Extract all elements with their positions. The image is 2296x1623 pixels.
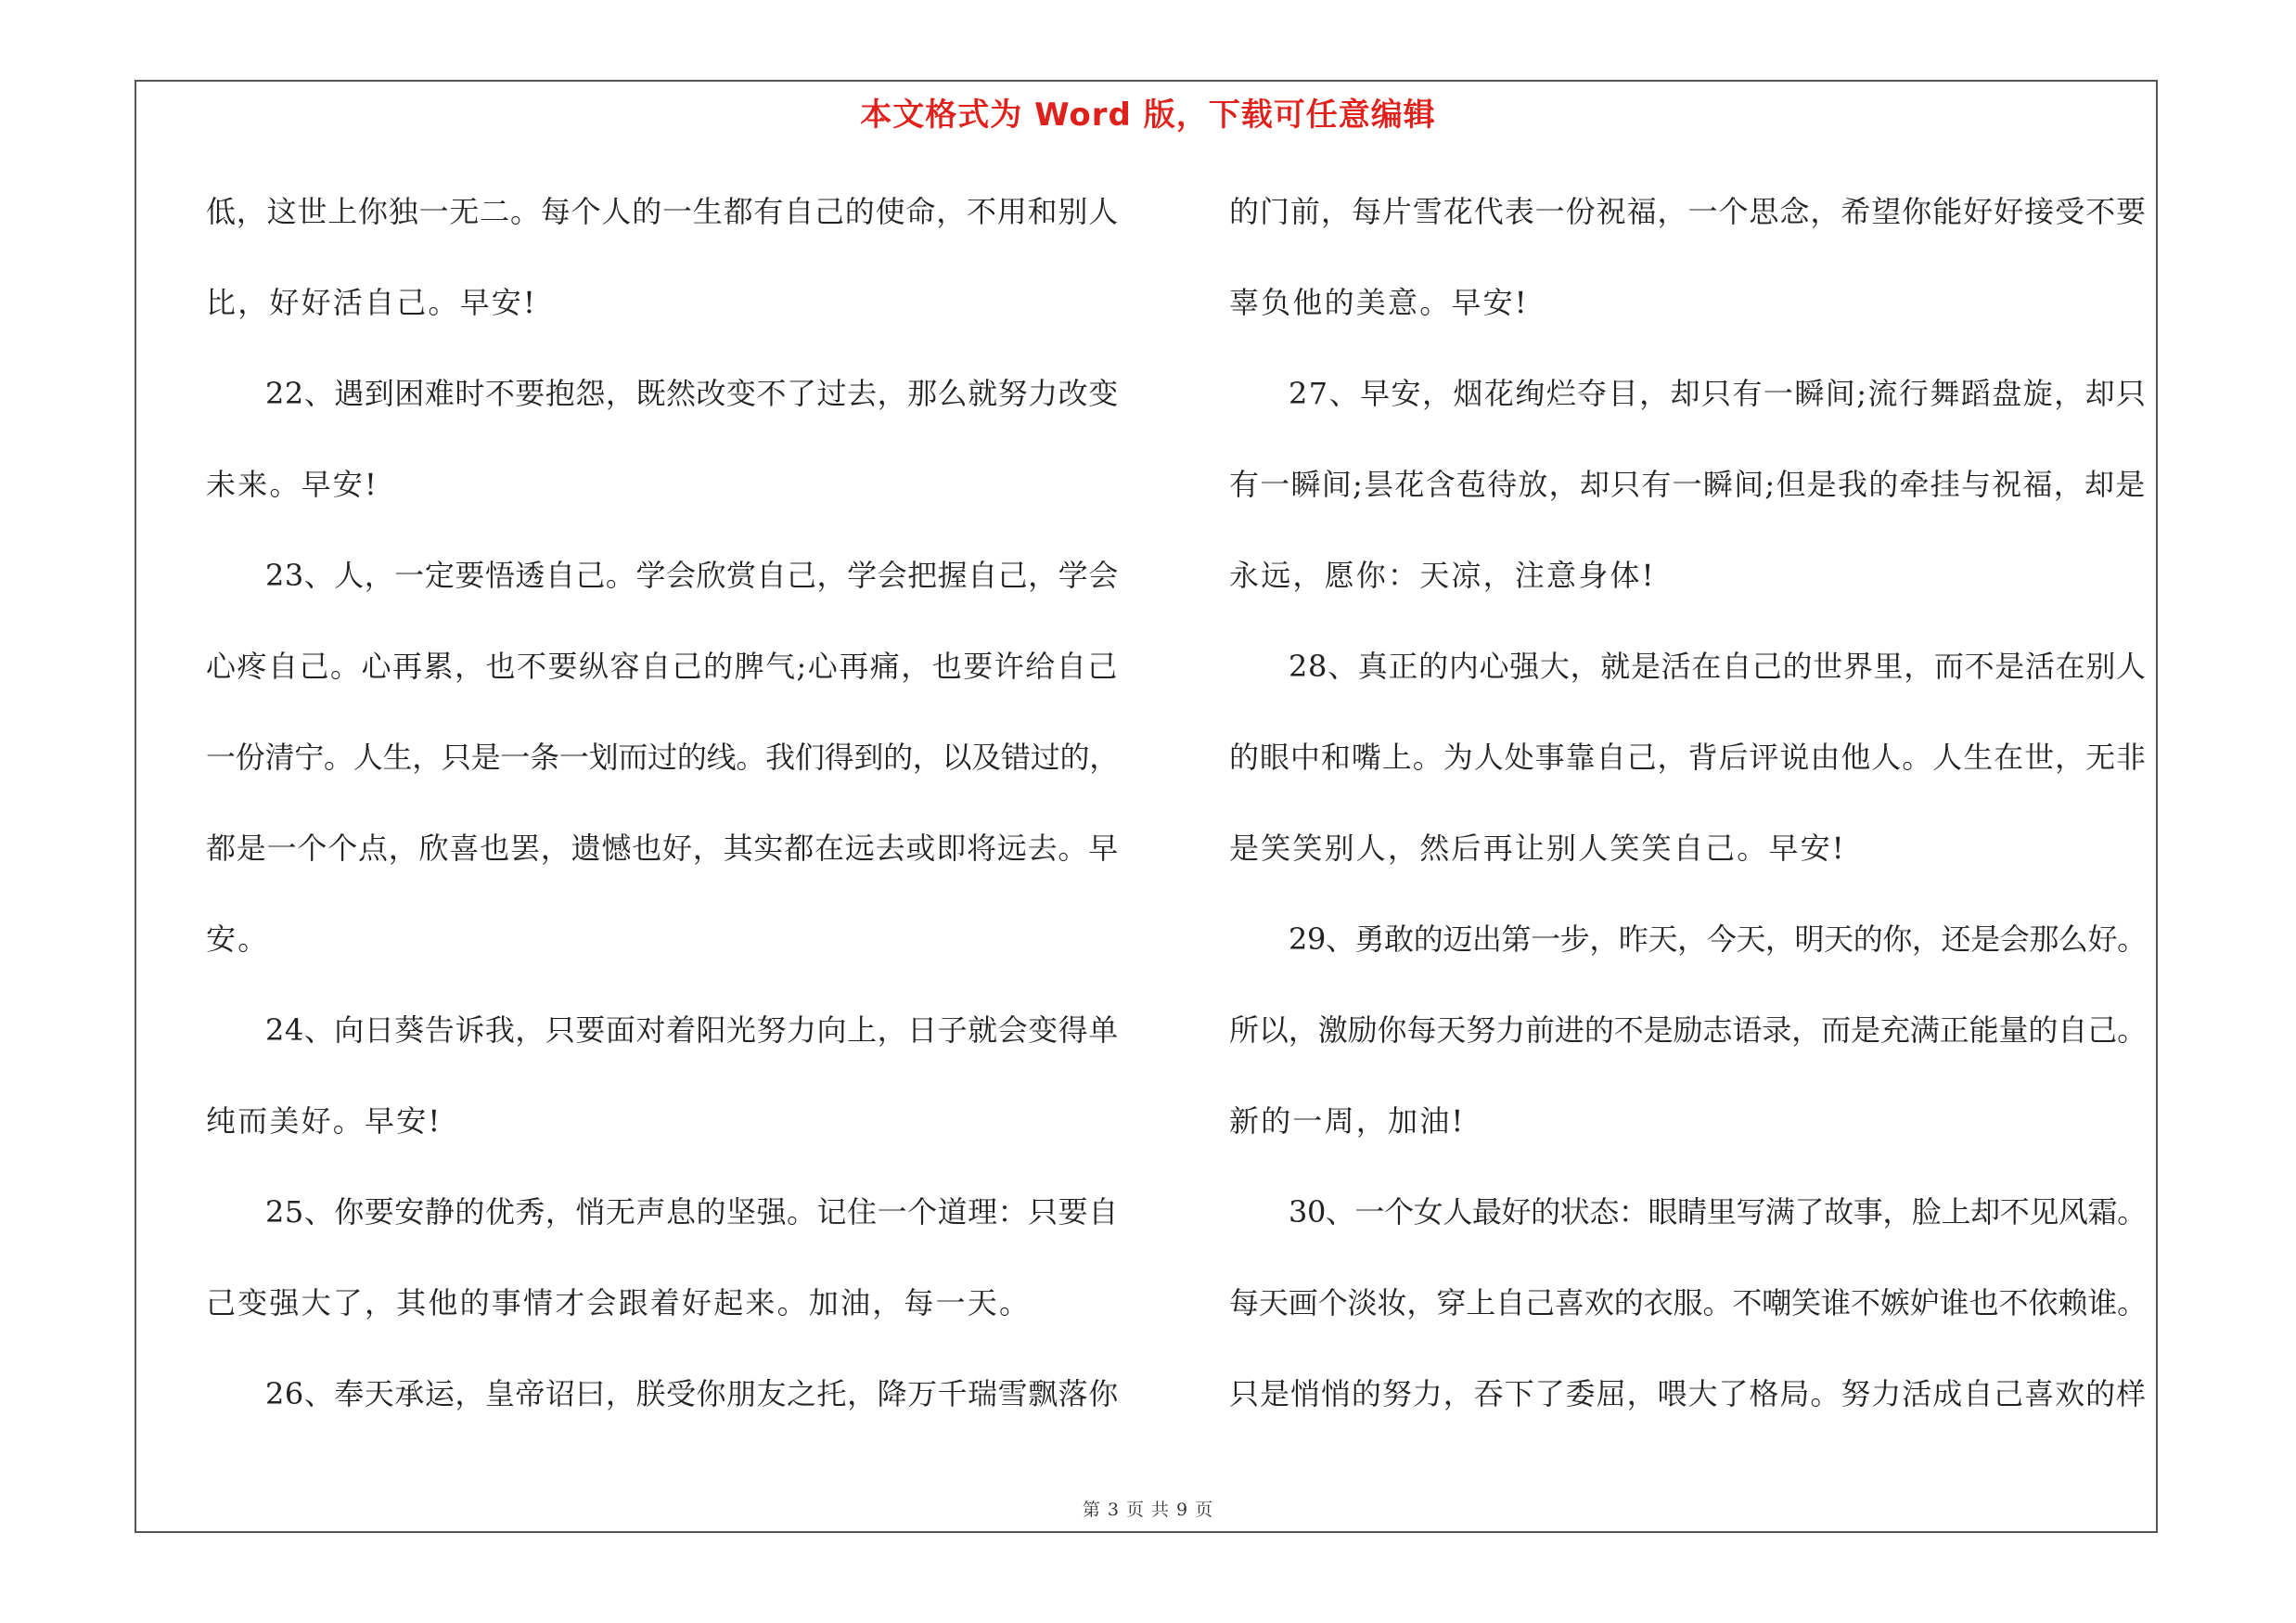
text-line: 的门前，每片雪花代表一份祝福，一个思念，希望你能好好接受不要	[1229, 194, 2148, 229]
word-format-banner: 本文格式为 Word 版，下载可任意编辑	[860, 97, 1436, 134]
text-line: 己变强大了，其他的事情才会跟着好起来。加油，每一天。	[206, 1285, 1032, 1320]
text-line: 只是悄悄的努力，吞下了委屈，喂大了格局。努力活成自己喜欢的样	[1229, 1376, 2148, 1411]
text-line: 都是一个个点，欣喜也罢，遗憾也好，其实都在远去或即将远去。早	[206, 831, 1120, 866]
text-line: 29、勇敢的迈出第一步，昨天，今天，明天的你，还是会那么好。	[1289, 921, 2147, 957]
text-line: 27、早安，烟花绚烂夺目，却只有一瞬间;流行舞蹈盘旋，却只	[1289, 376, 2148, 411]
text-line: 30、一个女人最好的状态：眼睛里写满了故事，脸上却不见风霜。	[1289, 1194, 2147, 1230]
text-line: 纯而美好。早安!	[206, 1103, 443, 1139]
page-footer: 第 3 页 共 9 页	[1082, 1500, 1214, 1520]
text-line: 永远，愿你：天凉，注意身体!	[1229, 558, 1656, 593]
text-line: 26、奉天承运，皇帝诏曰，朕受你朋友之托，降万千瑞雪飘落你	[265, 1376, 1119, 1411]
text-line: 有一瞬间;昙花含苞待放，却只有一瞬间;但是我的牵挂与祝福，却是	[1229, 467, 2147, 502]
text-line: 24、向日葵告诉我，只要面对着阳光努力向上，日子就会变得单	[265, 1012, 1119, 1048]
text-line: 新的一周，加油!	[1229, 1103, 1466, 1139]
text-line: 未来。早安!	[206, 467, 379, 502]
text-line: 25、你要安静的优秀，悄无声息的坚强。记住一个道理：只要自	[265, 1194, 1119, 1230]
text-line: 心疼自己。心再累，也不要纵容自己的脾气;心再痛，也要许给自己	[206, 649, 1119, 684]
text-line: 低，这世上你独一无二。每个人的一生都有自己的使命，不用和别人	[206, 194, 1120, 229]
right-column	[1229, 181, 2152, 1454]
text-line: 23、人，一定要悟透自己。学会欣赏自己，学会把握自己，学会	[265, 558, 1119, 593]
text-line: 每天画个淡妆，穿上自己喜欢的衣服。不嘲笑谁不嫉妒谁也不依赖谁。	[1229, 1285, 2148, 1320]
text-line: 比，好好活自己。早安!	[206, 285, 538, 320]
text-line: 的眼中和嘴上。为人处事靠自己，背后评说由他人。人生在世，无非	[1229, 740, 2148, 775]
left-column	[206, 181, 1124, 1454]
text-line: 是笑笑别人，然后再让别人笑笑自己。早安!	[1229, 831, 1846, 866]
text-line: 安。	[206, 921, 270, 957]
text-line: 辜负他的美意。早安!	[1229, 285, 1529, 320]
text-line: 22、遇到困难时不要抱怨，既然改变不了过去，那么就努力改变	[265, 376, 1119, 411]
text-line: 所以，激励你每天努力前进的不是励志语录，而是充满正能量的自己。	[1229, 1012, 2148, 1048]
text-line: 一份清宁。人生，只是一条一划而过的线。我们得到的，以及错过的，	[206, 740, 1120, 775]
text-line: 28、真正的内心强大，就是活在自己的世界里，而不是活在别人	[1289, 649, 2147, 684]
